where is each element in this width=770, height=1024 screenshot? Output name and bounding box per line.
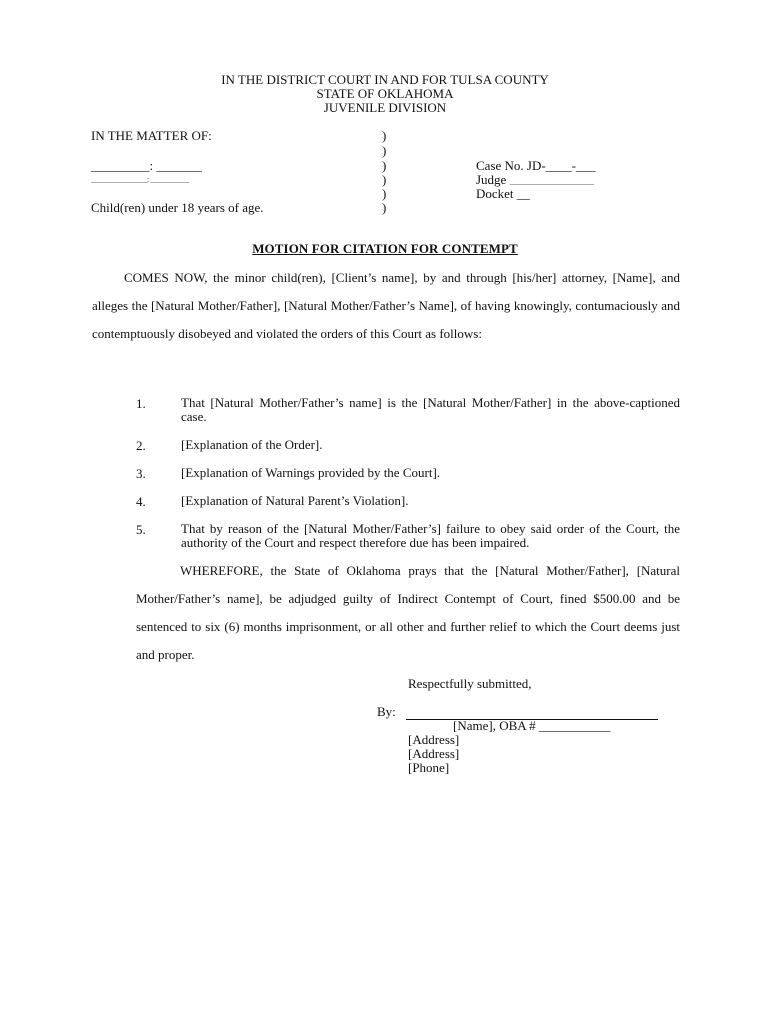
address-line-1: [Address] bbox=[408, 732, 460, 747]
item-text: That by reason of the [Natural Mother/Father’s] failure to obey said order of the Court, the authority of the Court and respect therefore due has been impaired. bbox=[181, 521, 680, 550]
phone-line: [Phone] bbox=[408, 760, 450, 775]
caption-paren: ) bbox=[382, 186, 387, 201]
caption-paren: ) bbox=[382, 128, 387, 143]
caption-paren: ) bbox=[382, 158, 387, 173]
caption-paren: ) bbox=[382, 172, 387, 187]
docket-field: Docket __ bbox=[476, 186, 530, 201]
judge-label: Judge bbox=[476, 172, 507, 187]
division-name: JUVENILE DIVISION bbox=[323, 100, 447, 115]
caption-paren: ) bbox=[382, 143, 387, 158]
party-line-2: ________________: ___________ bbox=[91, 175, 189, 184]
address-line-2: [Address] bbox=[408, 746, 460, 761]
case-number: Case No. JD-____-___ bbox=[476, 158, 596, 173]
item-text: [Explanation of Warnings provided by the Court]. bbox=[181, 465, 441, 480]
wherefore-paragraph: WHEREFORE, the State of Oklahoma prays that the [Natural Mother/Father], [Natural Mother/Father’s name], be adjudged guilty of Indirect Contempt of Court, fined $500.00 and be sentenced to six (6) months imprisonment, or all other and further relief to which the Court deems just and proper. bbox=[136, 563, 680, 662]
matter-of-label: IN THE MATTER OF: bbox=[91, 128, 212, 143]
state-name: STATE OF OKLAHOMA bbox=[316, 86, 454, 101]
judge-blank: ________________________ bbox=[509, 177, 594, 186]
document-title: MOTION FOR CITATION FOR CONTEMPT bbox=[252, 241, 518, 256]
item-number: 2. bbox=[136, 438, 146, 453]
caption-paren: ) bbox=[382, 200, 387, 215]
court-name: IN THE DISTRICT COURT IN AND FOR TULSA COUNTY bbox=[221, 72, 549, 87]
item-text: [Explanation of Natural Parent’s Violation]. bbox=[181, 493, 409, 508]
by-label: By: bbox=[377, 704, 396, 719]
intro-paragraph: COMES NOW, the minor child(ren), [Client’s name], by and through [his/her] attorney, [Name], and alleges the [Natural Mother/Father], [Natural Mother/Father’s Name], of having knowingly, contumaciously and contemptuously disobeyed and violated the orders of this Court as follows: bbox=[92, 270, 680, 341]
item-text: That [Natural Mother/Father’s name] is the [Natural Mother/Father] in the above-captioned case. bbox=[181, 395, 680, 424]
item-number: 4. bbox=[136, 494, 146, 509]
attorney-name-oba: [Name], OBA # ___________ bbox=[453, 718, 611, 733]
children-label: Child(ren) under 18 years of age. bbox=[91, 200, 264, 215]
item-number: 1. bbox=[136, 396, 146, 411]
closing-text: Respectfully submitted, bbox=[408, 676, 532, 691]
party-line-1: _________: _______ bbox=[91, 158, 202, 173]
item-number: 3. bbox=[136, 466, 146, 481]
item-number: 5. bbox=[136, 522, 146, 537]
item-text: [Explanation of the Order]. bbox=[181, 437, 323, 452]
